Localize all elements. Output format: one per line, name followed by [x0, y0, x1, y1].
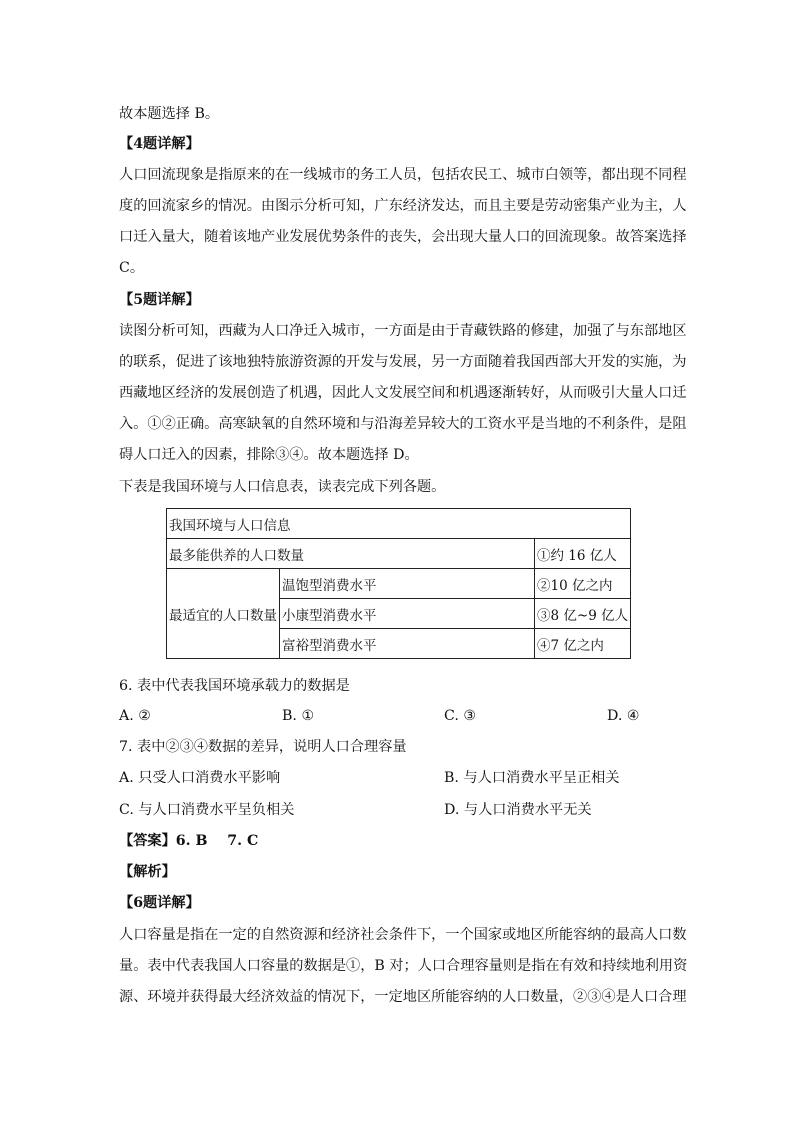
text-line: C。: [119, 260, 145, 276]
text-line: 西藏地区经济的发展创造了机遇，因此人文发展空间和机遇逐渐转好，从而吸引大量人口迁: [119, 385, 687, 401]
question-6-option-b: B. ①: [282, 708, 315, 724]
text-line: 碍人口迁入的因素，排除③④。故本题选择 D。: [119, 447, 419, 463]
text-line: 量。表中代表我国人口容量的数据是①，B 对；人口合理容量则是指在有效和持续地利用资: [119, 958, 688, 974]
table-cell-value: ②10 亿之内: [535, 569, 631, 599]
table-cell-level: 小康型消费水平: [280, 599, 535, 629]
population-info-table: [166, 508, 631, 659]
text-line: 的联系，促进了该地独特旅游资源的开发与发展，另一方面随着我国西部大开发的实施，为: [119, 354, 687, 370]
table-cell-value: ①约 16 亿人: [535, 539, 631, 569]
table-title: 我国环境与人口信息: [167, 509, 631, 539]
text-line: 源、环境并获得最大经济效益的情况下，一定地区所能容纳的人口数量，②③④是人口合理: [119, 989, 687, 1005]
table-cell-value: ④7 亿之内: [535, 629, 631, 659]
section-heading: 【4题详解】: [119, 136, 200, 152]
section-heading: 【5题详解】: [119, 292, 200, 308]
text-line: 人口容量是指在一定的自然资源和经济社会条件下，一个国家或地区所能容纳的最高人口数: [119, 927, 687, 943]
text-line: 读图分析可知，西藏为人口净迁入城市，一方面是由于青藏铁路的修建，加强了与东部地区: [119, 323, 687, 339]
question-7-option-b: B. 与人口消费水平呈正相关: [444, 770, 620, 786]
question-6-option-d: D. ④: [607, 708, 640, 724]
text-line: 人口回流现象是指原来的在一线城市的务工人员，包括农民工、城市白领等，都出现不同程: [119, 167, 687, 183]
text-line: 度的回流家乡的情况。由图示分析可知，广东经济发达，而且主要是劳动密集产业为主，人: [119, 198, 687, 214]
text-line: 下表是我国环境与人口信息表，读表完成下列各题。: [119, 479, 446, 495]
table-row-label: 最适宜的人口数量: [167, 569, 280, 659]
question-7-option-a: A. 只受人口消费水平影响: [119, 770, 281, 786]
table-cell-level: 温饱型消费水平: [280, 569, 535, 599]
question-6-stem: 6. 表中代表我国环境承载力的数据是: [119, 678, 350, 694]
question-7-option-c: C. 与人口消费水平呈负相关: [119, 802, 295, 818]
table-cell-level: 富裕型消费水平: [280, 629, 535, 659]
analysis-heading: 【解析】: [119, 864, 176, 880]
answer-line: 【答案】6. B 7. C: [119, 833, 259, 849]
question-6-option-a: A. ②: [119, 708, 151, 724]
question-7-stem: 7. 表中②③④数据的差异，说明人口合理容量: [119, 739, 407, 755]
text-line: 入。①②正确。高寒缺氧的自然环境和与沿海差异较大的工资水平是当地的不利条件，是阻: [119, 416, 687, 432]
text-line: 故本题选择 B。: [119, 106, 220, 122]
question-7-option-d: D. 与人口消费水平无关: [444, 802, 592, 818]
table-row-label: 最多能供养的人口数量: [167, 539, 535, 569]
question-6-option-c: C. ③: [444, 708, 477, 724]
text-line: 口迁入量大，随着该地产业发展优势条件的丧失，会出现大量人口的回流现象。故答案选择: [119, 229, 687, 245]
table-cell-value: ③8 亿~9 亿人: [535, 599, 631, 629]
section-heading: 【6题详解】: [119, 895, 200, 911]
